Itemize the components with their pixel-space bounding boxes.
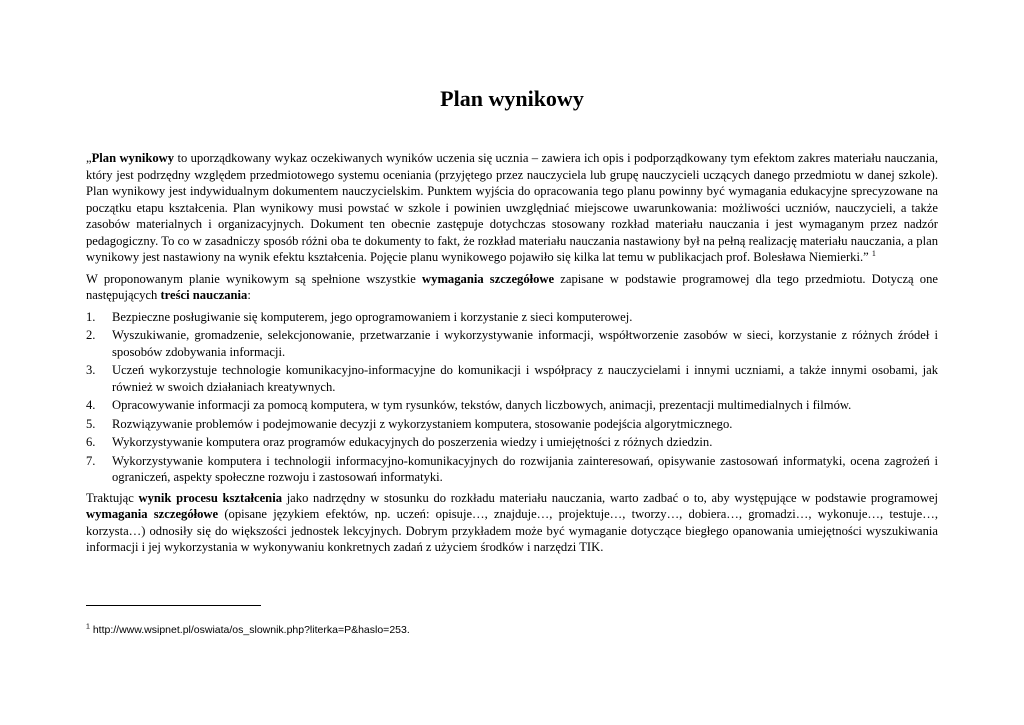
intro-paragraph <box>86 150 938 266</box>
list-item <box>86 362 938 395</box>
list-item-text: Wykorzystywanie komputera i technologii informacyjno-komunikacyjnych do rozwijania zainteresowań, opisywanie zastosowań informatyki, ocena zagrożeń i ograniczeń, aspekty społeczne rozwoju i zastosowań informatyki. <box>112 453 938 484</box>
scope-text-2: zapisane w podstawie programowej dla tego przedmiotu. Dotyczą one następujących <box>86 271 938 302</box>
requirements-list <box>86 309 938 486</box>
list-item-text: Rozwiązywanie problemów i podejmowanie decyzji z wykorzystaniem komputera, stosowanie podejścia algorytmicznego. <box>112 416 733 431</box>
outcome-paragraph <box>86 490 938 556</box>
footnote-number: 1 <box>86 623 90 631</box>
list-item-number: 3. <box>86 363 96 377</box>
scope-bold-requirements: wymagania szczegółowe <box>422 271 555 286</box>
list-item-text: Opracowywanie informacji za pomocą komputera, w tym rysunków, tekstów, danych liczbowych, animacji, prezentacji multimedialnych i filmów. <box>112 398 852 412</box>
list-item <box>86 416 938 433</box>
outcome-text-2: jako nadrzędny w stosunku do rozkładu materiału nauczania, warto zadbać o to, aby występujące w podstawie programowej <box>282 490 939 505</box>
scope-bold-content: treści nauczania <box>160 288 248 302</box>
list-item-number: 5. <box>86 416 96 431</box>
footnote-divider <box>86 605 261 606</box>
list-item-number: 2. <box>86 328 96 342</box>
list-item <box>86 309 938 326</box>
footnote <box>86 624 938 636</box>
list-item-number: 1. <box>86 309 96 324</box>
list-item-text: Wykorzystywanie komputera oraz programów edukacyjnych do poszerzenia wiedzy i umiejętności z różnych dziedzin. <box>112 435 713 449</box>
intro-open-quote: „ <box>86 151 92 165</box>
list-item-number: 7. <box>86 453 96 468</box>
scope-paragraph <box>86 271 938 304</box>
list-item-number: 6. <box>86 435 96 449</box>
outcome-bold-requirements: wymagania szczegółowe <box>86 507 219 521</box>
intro-text: to uporządkowany wykaz oczekiwanych wyników uczenia się ucznia – zawiera ich opis i podporządkowany tym efektom zakres materiału nauczania, który jest podrzędny względem przedmiotowego systemu oceniania (przyjętego przez nauczyciela lub grupę nauczycieli uczących danego przedmiotu w danej szkole). Plan wynikowy jest indywidualnym dokumentem nauczycielskim. Punktem wyjścia do opracowania tego planu powinny być wymagania edukacyjne sprecyzowane na początku etapu kształcenia. Plan wynikowy musi powstać w szkole i powinien uwzględniać miejscowe uwarunkowania: możliwości uczniów, nauczycieli, a także zasobów materialnych i organizacyjnych. Dokument ten obecnie zastępuje dotychczas stosowany rozkład materiału nauczania i jest wymaganym przez nadzór pedagogiczny. To co w zasadniczy sposób różni oba te dokumenty to fakt, że rozkład materiału nauczania nastawiony był na pełną realizację materiału nauczania, a plan wynikowy jest nastawiony na wynik efektu kształcenia. Pojęcie planu wynikowego pojawiło się kilka lat temu w publikacjach prof. Bolesława Niemierki.” <box>86 151 938 264</box>
scope-text-1: W proponowanym planie wynikowym są spełnione wszystkie <box>86 271 423 286</box>
scope-text-3: : <box>247 288 251 302</box>
intro-term: Plan wynikowy <box>91 151 175 165</box>
list-item-text: Bezpieczne posługiwanie się komputerem, jego oprogramowaniem i korzystanie z sieci komputerowej. <box>112 309 633 324</box>
list-item <box>86 397 938 414</box>
list-item-text: Wyszukiwanie, gromadzenie, selekcjonowanie, przetwarzanie i wykorzystywanie informacji, współtworzenie zasobów w sieci, korzystanie z różnych źródeł i sposobów zdobywania informacji. <box>112 328 938 359</box>
outcome-text-1: Traktując <box>86 490 139 505</box>
document-body <box>86 150 938 561</box>
footnote-ref[interactable]: 1 <box>871 248 876 258</box>
list-item <box>86 434 938 451</box>
footnote-link[interactable]: http://www.wsipnet.pl/oswiata/os_slownik.php?literka=P&haslo=253. <box>89 624 410 636</box>
outcome-bold-result: wynik procesu kształcenia <box>138 490 282 505</box>
outcome-text-3: (opisane językiem efektów, np. uczeń: opisuje…, znajduje…, projektuje…, tworzy…, dobiera…, gromadzi…, wykonuje…, testuje…, korzysta…) odnosiły się do większości jednostek lekcyjnych. Dobrym przykładem może być wymaganie dotyczące biegłego opanowania umiejętności wyszukiwania informacji i jej wykorzystania w wykonywaniu konkretnych zadań z użyciem środków i narzędzi TIK. <box>86 507 938 554</box>
list-item-text: Uczeń wykorzystuje technologie komunikacyjno-informacyjne do komunikacji i współpracy z nauczycielami i innymi uczniami, a także innymi osobami, jak również w swoich działaniach kreatywnych. <box>112 363 938 394</box>
list-item <box>86 327 938 360</box>
page-title: Plan wynikowy <box>440 86 584 111</box>
list-item-number: 4. <box>86 398 96 412</box>
list-item <box>86 453 938 486</box>
